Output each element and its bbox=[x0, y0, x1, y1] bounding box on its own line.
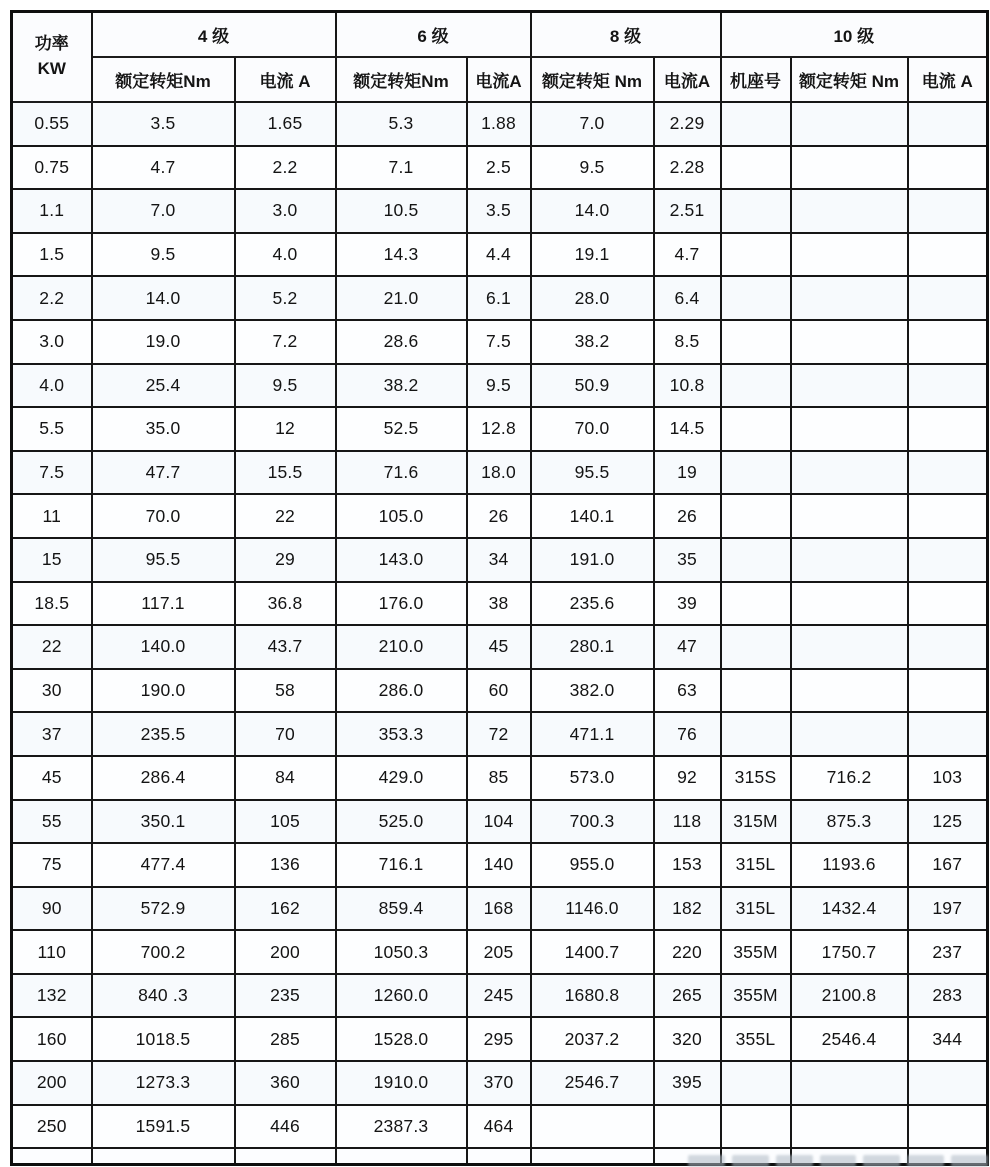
frame-size-10pole-cell bbox=[721, 1148, 791, 1165]
current-10pole-cell: 167 bbox=[908, 843, 988, 887]
torque-8pole-cell: 7.0 bbox=[531, 102, 654, 146]
torque-6pole-cell: 71.6 bbox=[336, 451, 467, 495]
torque-10pole-cell: 2100.8 bbox=[791, 974, 908, 1018]
table-row bbox=[12, 800, 988, 844]
current-4pole-cell: 9.5 bbox=[235, 364, 336, 408]
header-power-kw bbox=[12, 12, 92, 103]
current-10pole-cell: 283 bbox=[908, 974, 988, 1018]
torque-10pole-cell: 875.3 bbox=[791, 800, 908, 844]
power-kw-cell: 2.2 bbox=[12, 276, 92, 320]
current-4pole-cell: 285 bbox=[235, 1017, 336, 1061]
header-torque-10pole: 额定转矩 Nm bbox=[791, 57, 908, 102]
current-4pole-cell: 3.0 bbox=[235, 189, 336, 233]
torque-6pole-cell: 7.1 bbox=[336, 146, 467, 190]
frame-size-10pole-cell: 315L bbox=[721, 887, 791, 931]
torque-10pole-cell: 716.2 bbox=[791, 756, 908, 800]
torque-6pole-cell: 21.0 bbox=[336, 276, 467, 320]
torque-6pole-cell: 1260.0 bbox=[336, 974, 467, 1018]
torque-8pole-cell: 95.5 bbox=[531, 451, 654, 495]
current-8pole-cell: 26 bbox=[654, 494, 721, 538]
torque-8pole-cell: 2037.2 bbox=[531, 1017, 654, 1061]
table-row bbox=[12, 494, 988, 538]
power-kw-cell: 200 bbox=[12, 1061, 92, 1105]
current-4pole-cell: 446 bbox=[235, 1105, 336, 1149]
current-6pole-cell: 1.88 bbox=[467, 102, 531, 146]
current-6pole-cell: 205 bbox=[467, 930, 531, 974]
current-10pole-cell bbox=[908, 407, 988, 451]
frame-size-10pole-cell bbox=[721, 538, 791, 582]
current-8pole-cell: 6.4 bbox=[654, 276, 721, 320]
header-torque-6pole: 额定转矩Nm bbox=[336, 57, 467, 102]
torque-4pole-cell bbox=[92, 1148, 235, 1165]
frame-size-10pole-cell: 355M bbox=[721, 930, 791, 974]
current-10pole-cell bbox=[908, 102, 988, 146]
torque-10pole-cell bbox=[791, 320, 908, 364]
current-4pole-cell: 43.7 bbox=[235, 625, 336, 669]
current-6pole-cell: 104 bbox=[467, 800, 531, 844]
power-kw-cell: 75 bbox=[12, 843, 92, 887]
current-8pole-cell bbox=[654, 1148, 721, 1165]
current-4pole-cell: 105 bbox=[235, 800, 336, 844]
frame-size-10pole-cell bbox=[721, 1105, 791, 1149]
power-kw-cell: 4.0 bbox=[12, 364, 92, 408]
frame-size-10pole-cell bbox=[721, 494, 791, 538]
header-current-4pole: 电流 A bbox=[235, 57, 336, 102]
torque-10pole-cell bbox=[791, 364, 908, 408]
current-8pole-cell: 153 bbox=[654, 843, 721, 887]
torque-4pole-cell: 4.7 bbox=[92, 146, 235, 190]
current-6pole-cell: 140 bbox=[467, 843, 531, 887]
torque-8pole-cell: 70.0 bbox=[531, 407, 654, 451]
torque-8pole-cell: 955.0 bbox=[531, 843, 654, 887]
current-4pole-cell: 200 bbox=[235, 930, 336, 974]
torque-10pole-cell bbox=[791, 146, 908, 190]
current-10pole-cell bbox=[908, 233, 988, 277]
current-6pole-cell: 34 bbox=[467, 538, 531, 582]
current-6pole-cell: 26 bbox=[467, 494, 531, 538]
torque-10pole-cell bbox=[791, 1148, 908, 1165]
torque-8pole-cell: 1146.0 bbox=[531, 887, 654, 931]
motor-spec-table bbox=[10, 10, 989, 1166]
table-row bbox=[12, 233, 988, 277]
torque-8pole-cell: 38.2 bbox=[531, 320, 654, 364]
table-row bbox=[12, 1105, 988, 1149]
torque-6pole-cell: 286.0 bbox=[336, 669, 467, 713]
current-4pole-cell: 12 bbox=[235, 407, 336, 451]
current-6pole-cell: 38 bbox=[467, 582, 531, 626]
torque-4pole-cell: 35.0 bbox=[92, 407, 235, 451]
header-torque-8pole: 额定转矩 Nm bbox=[531, 57, 654, 102]
torque-8pole-cell bbox=[531, 1105, 654, 1149]
torque-8pole-cell: 280.1 bbox=[531, 625, 654, 669]
power-kw-cell: 18.5 bbox=[12, 582, 92, 626]
torque-10pole-cell bbox=[791, 582, 908, 626]
table-row bbox=[12, 974, 988, 1018]
torque-10pole-cell bbox=[791, 102, 908, 146]
current-10pole-cell bbox=[908, 189, 988, 233]
current-4pole-cell: 2.2 bbox=[235, 146, 336, 190]
torque-4pole-cell: 70.0 bbox=[92, 494, 235, 538]
torque-10pole-cell bbox=[791, 233, 908, 277]
torque-10pole-cell: 1193.6 bbox=[791, 843, 908, 887]
partial-cutoff-row bbox=[12, 1148, 988, 1165]
torque-10pole-cell bbox=[791, 538, 908, 582]
current-8pole-cell: 395 bbox=[654, 1061, 721, 1105]
torque-6pole-cell: 38.2 bbox=[336, 364, 467, 408]
current-10pole-cell bbox=[908, 625, 988, 669]
torque-6pole-cell: 1910.0 bbox=[336, 1061, 467, 1105]
torque-4pole-cell: 19.0 bbox=[92, 320, 235, 364]
header-group-row bbox=[12, 12, 988, 58]
current-10pole-cell bbox=[908, 320, 988, 364]
torque-6pole-cell: 1528.0 bbox=[336, 1017, 467, 1061]
current-10pole-cell bbox=[908, 669, 988, 713]
torque-4pole-cell: 572.9 bbox=[92, 887, 235, 931]
current-6pole-cell: 72 bbox=[467, 712, 531, 756]
torque-6pole-cell: 14.3 bbox=[336, 233, 467, 277]
torque-4pole-cell: 140.0 bbox=[92, 625, 235, 669]
torque-6pole-cell: 1050.3 bbox=[336, 930, 467, 974]
current-4pole-cell: 360 bbox=[235, 1061, 336, 1105]
frame-size-10pole-cell bbox=[721, 364, 791, 408]
torque-4pole-cell: 350.1 bbox=[92, 800, 235, 844]
current-10pole-cell bbox=[908, 451, 988, 495]
torque-8pole-cell: 1400.7 bbox=[531, 930, 654, 974]
power-kw-cell: 1.1 bbox=[12, 189, 92, 233]
torque-6pole-cell: 10.5 bbox=[336, 189, 467, 233]
torque-4pole-cell: 235.5 bbox=[92, 712, 235, 756]
current-4pole-cell: 22 bbox=[235, 494, 336, 538]
header-current-6pole: 电流A bbox=[467, 57, 531, 102]
table-body bbox=[12, 102, 988, 1165]
power-kw-cell: 1.5 bbox=[12, 233, 92, 277]
table-row bbox=[12, 843, 988, 887]
current-10pole-cell: 344 bbox=[908, 1017, 988, 1061]
table-row bbox=[12, 582, 988, 626]
current-4pole-cell: 58 bbox=[235, 669, 336, 713]
current-10pole-cell bbox=[908, 146, 988, 190]
current-8pole-cell: 47 bbox=[654, 625, 721, 669]
current-8pole-cell: 4.7 bbox=[654, 233, 721, 277]
current-6pole-cell: 245 bbox=[467, 974, 531, 1018]
torque-6pole-cell: 210.0 bbox=[336, 625, 467, 669]
frame-size-10pole-cell bbox=[721, 320, 791, 364]
current-10pole-cell bbox=[908, 1061, 988, 1105]
current-10pole-cell: 197 bbox=[908, 887, 988, 931]
torque-10pole-cell: 1432.4 bbox=[791, 887, 908, 931]
current-10pole-cell bbox=[908, 538, 988, 582]
frame-size-10pole-cell bbox=[721, 712, 791, 756]
current-8pole-cell: 220 bbox=[654, 930, 721, 974]
torque-8pole-cell: 2546.7 bbox=[531, 1061, 654, 1105]
table-row bbox=[12, 102, 988, 146]
torque-10pole-cell bbox=[791, 189, 908, 233]
current-10pole-cell bbox=[908, 494, 988, 538]
torque-10pole-cell bbox=[791, 1105, 908, 1149]
torque-4pole-cell: 25.4 bbox=[92, 364, 235, 408]
torque-8pole-cell: 140.1 bbox=[531, 494, 654, 538]
torque-10pole-cell bbox=[791, 494, 908, 538]
current-8pole-cell: 118 bbox=[654, 800, 721, 844]
torque-4pole-cell: 1018.5 bbox=[92, 1017, 235, 1061]
current-8pole-cell: 2.28 bbox=[654, 146, 721, 190]
power-kw-cell: 30 bbox=[12, 669, 92, 713]
torque-4pole-cell: 700.2 bbox=[92, 930, 235, 974]
current-4pole-cell: 136 bbox=[235, 843, 336, 887]
current-6pole-cell: 9.5 bbox=[467, 364, 531, 408]
current-8pole-cell: 2.29 bbox=[654, 102, 721, 146]
current-10pole-cell bbox=[908, 364, 988, 408]
table-row bbox=[12, 276, 988, 320]
torque-6pole-cell bbox=[336, 1148, 467, 1165]
torque-6pole-cell: 429.0 bbox=[336, 756, 467, 800]
current-8pole-cell: 2.51 bbox=[654, 189, 721, 233]
current-10pole-cell bbox=[908, 582, 988, 626]
frame-size-10pole-cell: 315S bbox=[721, 756, 791, 800]
torque-6pole-cell: 2387.3 bbox=[336, 1105, 467, 1149]
frame-size-10pole-cell: 315L bbox=[721, 843, 791, 887]
power-label: 功率 bbox=[34, 34, 69, 54]
current-4pole-cell: 1.65 bbox=[235, 102, 336, 146]
torque-4pole-cell: 95.5 bbox=[92, 538, 235, 582]
current-8pole-cell: 92 bbox=[654, 756, 721, 800]
torque-4pole-cell: 477.4 bbox=[92, 843, 235, 887]
torque-6pole-cell: 859.4 bbox=[336, 887, 467, 931]
motor-spec-table-container bbox=[10, 10, 980, 1166]
current-10pole-cell bbox=[908, 276, 988, 320]
table-row bbox=[12, 625, 988, 669]
current-4pole-cell: 7.2 bbox=[235, 320, 336, 364]
power-kw-cell: 110 bbox=[12, 930, 92, 974]
torque-8pole-cell: 235.6 bbox=[531, 582, 654, 626]
table-row bbox=[12, 189, 988, 233]
power-unit-label: KW bbox=[37, 59, 66, 78]
torque-10pole-cell bbox=[791, 407, 908, 451]
table-row bbox=[12, 756, 988, 800]
current-4pole-cell bbox=[235, 1148, 336, 1165]
torque-10pole-cell: 1750.7 bbox=[791, 930, 908, 974]
current-8pole-cell bbox=[654, 1105, 721, 1149]
current-4pole-cell: 36.8 bbox=[235, 582, 336, 626]
table-row bbox=[12, 320, 988, 364]
table-row bbox=[12, 930, 988, 974]
torque-4pole-cell: 286.4 bbox=[92, 756, 235, 800]
current-4pole-cell: 70 bbox=[235, 712, 336, 756]
power-kw-cell: 0.55 bbox=[12, 102, 92, 146]
table-row bbox=[12, 407, 988, 451]
current-8pole-cell: 10.8 bbox=[654, 364, 721, 408]
torque-8pole-cell: 19.1 bbox=[531, 233, 654, 277]
torque-4pole-cell: 117.1 bbox=[92, 582, 235, 626]
header-frame-size-10pole: 机座号 bbox=[721, 57, 791, 102]
header-group-4pole: 4 级 bbox=[92, 12, 336, 58]
current-8pole-cell: 39 bbox=[654, 582, 721, 626]
frame-size-10pole-cell bbox=[721, 582, 791, 626]
current-6pole-cell: 7.5 bbox=[467, 320, 531, 364]
torque-8pole-cell: 14.0 bbox=[531, 189, 654, 233]
table-row bbox=[12, 364, 988, 408]
current-10pole-cell bbox=[908, 1148, 988, 1165]
torque-8pole-cell: 50.9 bbox=[531, 364, 654, 408]
power-kw-cell: 15 bbox=[12, 538, 92, 582]
header-current-10pole: 电流 A bbox=[908, 57, 988, 102]
torque-8pole-cell: 382.0 bbox=[531, 669, 654, 713]
torque-10pole-cell: 2546.4 bbox=[791, 1017, 908, 1061]
current-4pole-cell: 15.5 bbox=[235, 451, 336, 495]
torque-4pole-cell: 47.7 bbox=[92, 451, 235, 495]
torque-8pole-cell: 471.1 bbox=[531, 712, 654, 756]
torque-6pole-cell: 5.3 bbox=[336, 102, 467, 146]
current-8pole-cell: 320 bbox=[654, 1017, 721, 1061]
frame-size-10pole-cell: 355L bbox=[721, 1017, 791, 1061]
current-10pole-cell: 125 bbox=[908, 800, 988, 844]
torque-10pole-cell bbox=[791, 451, 908, 495]
frame-size-10pole-cell bbox=[721, 1061, 791, 1105]
power-kw-cell: 55 bbox=[12, 800, 92, 844]
torque-8pole-cell: 700.3 bbox=[531, 800, 654, 844]
power-kw-cell: 7.5 bbox=[12, 451, 92, 495]
current-4pole-cell: 29 bbox=[235, 538, 336, 582]
header-group-10pole: 10 级 bbox=[721, 12, 988, 58]
header-torque-4pole: 额定转矩Nm bbox=[92, 57, 235, 102]
current-4pole-cell: 84 bbox=[235, 756, 336, 800]
current-8pole-cell: 8.5 bbox=[654, 320, 721, 364]
torque-6pole-cell: 105.0 bbox=[336, 494, 467, 538]
power-kw-cell: 11 bbox=[12, 494, 92, 538]
torque-6pole-cell: 353.3 bbox=[336, 712, 467, 756]
torque-4pole-cell: 1591.5 bbox=[92, 1105, 235, 1149]
current-6pole-cell: 60 bbox=[467, 669, 531, 713]
current-10pole-cell bbox=[908, 712, 988, 756]
table-row bbox=[12, 669, 988, 713]
power-kw-cell: 5.5 bbox=[12, 407, 92, 451]
torque-6pole-cell: 176.0 bbox=[336, 582, 467, 626]
frame-size-10pole-cell bbox=[721, 146, 791, 190]
torque-4pole-cell: 1273.3 bbox=[92, 1061, 235, 1105]
power-kw-cell bbox=[12, 1148, 92, 1165]
current-4pole-cell: 4.0 bbox=[235, 233, 336, 277]
power-kw-cell: 45 bbox=[12, 756, 92, 800]
torque-4pole-cell: 7.0 bbox=[92, 189, 235, 233]
frame-size-10pole-cell bbox=[721, 407, 791, 451]
power-kw-cell: 37 bbox=[12, 712, 92, 756]
torque-8pole-cell bbox=[531, 1148, 654, 1165]
torque-10pole-cell bbox=[791, 276, 908, 320]
current-8pole-cell: 265 bbox=[654, 974, 721, 1018]
table-row bbox=[12, 538, 988, 582]
torque-6pole-cell: 52.5 bbox=[336, 407, 467, 451]
frame-size-10pole-cell bbox=[721, 625, 791, 669]
current-8pole-cell: 76 bbox=[654, 712, 721, 756]
torque-8pole-cell: 573.0 bbox=[531, 756, 654, 800]
current-10pole-cell: 237 bbox=[908, 930, 988, 974]
header-sub-row bbox=[12, 57, 988, 102]
current-6pole-cell: 2.5 bbox=[467, 146, 531, 190]
current-6pole-cell: 370 bbox=[467, 1061, 531, 1105]
current-8pole-cell: 182 bbox=[654, 887, 721, 931]
current-4pole-cell: 162 bbox=[235, 887, 336, 931]
frame-size-10pole-cell bbox=[721, 451, 791, 495]
current-8pole-cell: 35 bbox=[654, 538, 721, 582]
table-header bbox=[12, 12, 988, 103]
power-kw-cell: 90 bbox=[12, 887, 92, 931]
frame-size-10pole-cell bbox=[721, 233, 791, 277]
current-10pole-cell bbox=[908, 1105, 988, 1149]
torque-8pole-cell: 28.0 bbox=[531, 276, 654, 320]
torque-10pole-cell bbox=[791, 625, 908, 669]
current-6pole-cell: 464 bbox=[467, 1105, 531, 1149]
torque-6pole-cell: 525.0 bbox=[336, 800, 467, 844]
current-8pole-cell: 14.5 bbox=[654, 407, 721, 451]
torque-8pole-cell: 1680.8 bbox=[531, 974, 654, 1018]
current-6pole-cell: 85 bbox=[467, 756, 531, 800]
torque-4pole-cell: 14.0 bbox=[92, 276, 235, 320]
current-4pole-cell: 235 bbox=[235, 974, 336, 1018]
current-6pole-cell: 3.5 bbox=[467, 189, 531, 233]
power-kw-cell: 22 bbox=[12, 625, 92, 669]
table-row bbox=[12, 146, 988, 190]
current-6pole-cell: 12.8 bbox=[467, 407, 531, 451]
header-group-6pole: 6 级 bbox=[336, 12, 531, 58]
current-6pole-cell: 18.0 bbox=[467, 451, 531, 495]
current-6pole-cell bbox=[467, 1148, 531, 1165]
current-6pole-cell: 295 bbox=[467, 1017, 531, 1061]
torque-6pole-cell: 143.0 bbox=[336, 538, 467, 582]
frame-size-10pole-cell: 315M bbox=[721, 800, 791, 844]
current-8pole-cell: 19 bbox=[654, 451, 721, 495]
table-row bbox=[12, 1017, 988, 1061]
current-8pole-cell: 63 bbox=[654, 669, 721, 713]
current-6pole-cell: 45 bbox=[467, 625, 531, 669]
current-4pole-cell: 5.2 bbox=[235, 276, 336, 320]
torque-4pole-cell: 9.5 bbox=[92, 233, 235, 277]
frame-size-10pole-cell bbox=[721, 102, 791, 146]
table-row bbox=[12, 712, 988, 756]
current-6pole-cell: 6.1 bbox=[467, 276, 531, 320]
table-row bbox=[12, 1061, 988, 1105]
torque-10pole-cell bbox=[791, 712, 908, 756]
torque-10pole-cell bbox=[791, 1061, 908, 1105]
power-kw-cell: 3.0 bbox=[12, 320, 92, 364]
torque-8pole-cell: 9.5 bbox=[531, 146, 654, 190]
table-row bbox=[12, 887, 988, 931]
current-10pole-cell: 103 bbox=[908, 756, 988, 800]
table-row bbox=[12, 451, 988, 495]
frame-size-10pole-cell bbox=[721, 189, 791, 233]
torque-10pole-cell bbox=[791, 669, 908, 713]
power-kw-cell: 0.75 bbox=[12, 146, 92, 190]
power-kw-cell: 160 bbox=[12, 1017, 92, 1061]
header-current-8pole: 电流A bbox=[654, 57, 721, 102]
power-kw-cell: 250 bbox=[12, 1105, 92, 1149]
torque-4pole-cell: 3.5 bbox=[92, 102, 235, 146]
torque-4pole-cell: 840 .3 bbox=[92, 974, 235, 1018]
power-kw-cell: 132 bbox=[12, 974, 92, 1018]
frame-size-10pole-cell: 355M bbox=[721, 974, 791, 1018]
frame-size-10pole-cell bbox=[721, 669, 791, 713]
torque-8pole-cell: 191.0 bbox=[531, 538, 654, 582]
torque-4pole-cell: 190.0 bbox=[92, 669, 235, 713]
torque-6pole-cell: 716.1 bbox=[336, 843, 467, 887]
frame-size-10pole-cell bbox=[721, 276, 791, 320]
header-group-8pole: 8 级 bbox=[531, 12, 721, 58]
current-6pole-cell: 168 bbox=[467, 887, 531, 931]
current-6pole-cell: 4.4 bbox=[467, 233, 531, 277]
torque-6pole-cell: 28.6 bbox=[336, 320, 467, 364]
